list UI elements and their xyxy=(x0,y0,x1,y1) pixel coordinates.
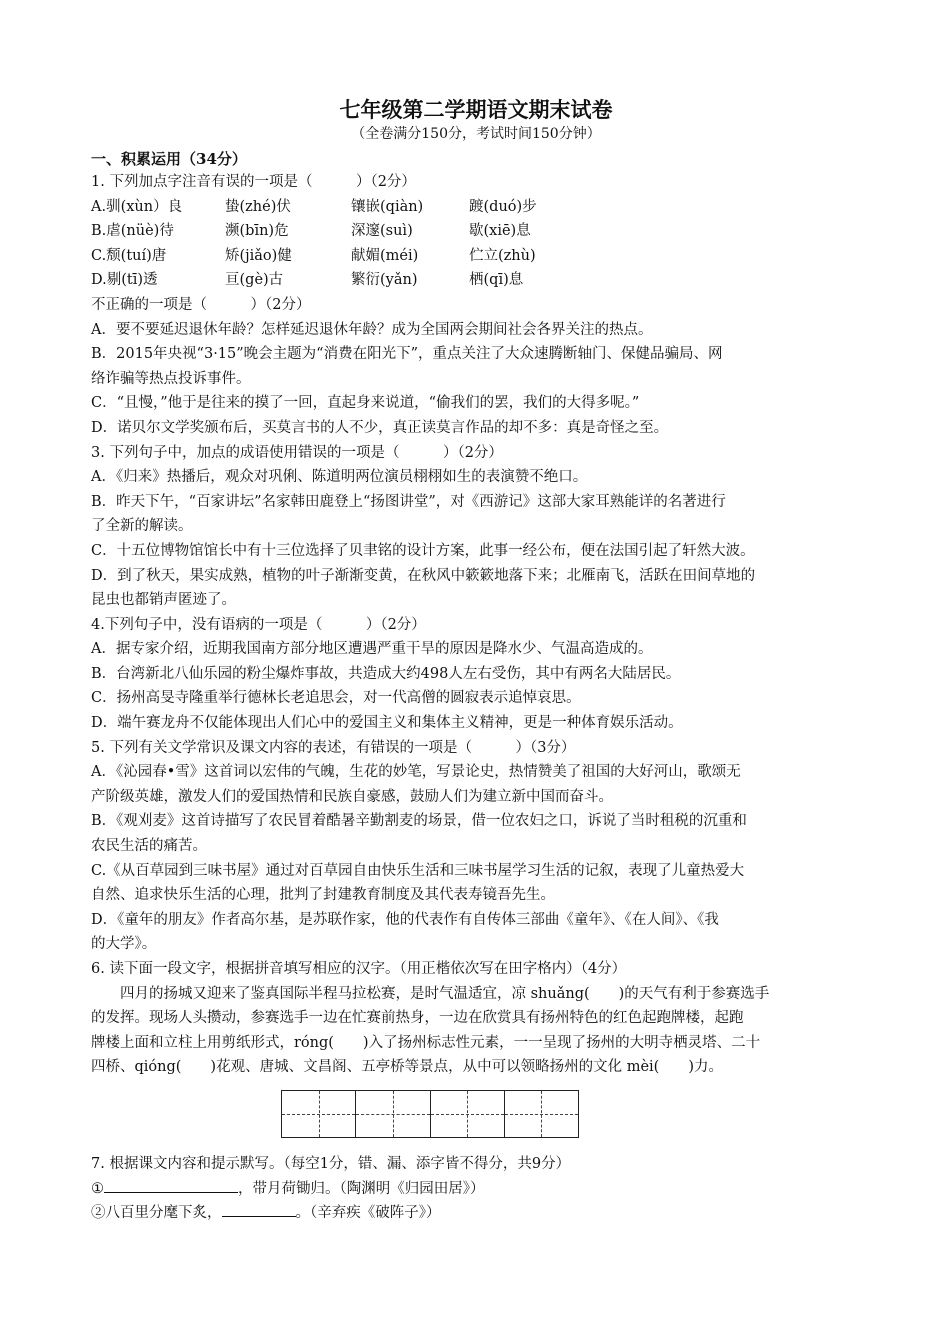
answer-blank[interactable] xyxy=(222,1202,296,1217)
option-word: 濒(bīn)危 xyxy=(225,223,289,240)
item-text: 。（辛弃疾《破阵子》） xyxy=(295,1205,441,1222)
question-7-stem: 7. 根据课文内容和提示默写。（每空1分，错、漏、添字皆不得分，共9分） xyxy=(91,1156,571,1172)
question-1-stem: 1. 下列加点字注音有误的一项是（ ）（2分） xyxy=(91,174,416,190)
item-text: ②八百里分麾下炙， xyxy=(91,1205,222,1222)
option-word: 栖(qī)息 xyxy=(469,272,524,289)
question-3-option-d: D．到了秋天，果实成熟，植物的叶子渐渐变黄，在秋风中簌簌地落下来；北雁南飞，活跃在田间草地的 xyxy=(91,567,756,584)
question-6-stem: 6. 读下面一段文字，根据拼音填写相应的汉字。（用正楷依次写在田字格内）（4分） xyxy=(91,961,627,977)
question-2-option-d: D．诺贝尔文学奖颁布后，买莫言书的人不少，真正读莫言作品的却不多：真是奇怪之至。 xyxy=(91,419,669,436)
question-1-option-b xyxy=(91,219,861,244)
question-2-stem: 不正确的一项是（ ）（2分） xyxy=(91,296,311,313)
question-3-option-c: C．十五位博物馆馆长中有十三位选择了贝聿铭的设计方案，此事一经公布，便在法国引起了轩然大波。 xyxy=(91,542,755,559)
tianzige-cell[interactable] xyxy=(282,1091,356,1137)
question-1-option-c xyxy=(91,244,861,269)
question-3-option-b: B．昨天下午，“百家讲坛”名家韩田鹿登上“扬图讲堂”，对《西游记》这部大家耳熟能详的名著进行 xyxy=(91,493,726,510)
question-1-option-a xyxy=(91,195,861,220)
question-7-block xyxy=(91,1152,861,1226)
tianzige-writing-grid[interactable] xyxy=(281,1090,579,1138)
option-word: 献媚(méi) xyxy=(351,247,419,264)
question-2-option-b: B．2015年央视“3·15”晚会主题为“消费在阳光下”，重点关注了大众速腾断轴门、保健品骗局、网 xyxy=(91,346,723,363)
question-5-stem: 5. 下列有关文学常识及课文内容的表述，有错误的一项是（ ）（3分） xyxy=(91,739,576,756)
tianzige-cell[interactable] xyxy=(505,1091,578,1137)
question-4-option-a: A．据专家介绍，近期我国南方部分地区遭遇严重干旱的原因是降水少、气温高造成的。 xyxy=(91,641,653,658)
exam-page xyxy=(91,96,861,1080)
option-word: 镶嵌(qiàn) xyxy=(351,198,424,215)
question-3-stem: 3. 下列句子中，加点的成语使用错误的一项是（ ）（2分） xyxy=(91,444,503,461)
question-6-passage-cont: 的发挥。现场人头攒动，参赛选手一边在忙赛前热身，一边在欣赏具有扬州特色的红色起跑牌楼，起跑 xyxy=(91,1010,744,1027)
question-5-option-b: B．《观刈麦》这首诗描写了农民冒着酷暑辛勤割麦的场景，借一位农妇之口，诉说了当时租税的沉重和 xyxy=(91,813,747,830)
option-word: 歇(xiē)息 xyxy=(469,223,531,240)
option-word: 伫立(zhù) xyxy=(469,247,536,264)
question-5-option-b-cont: 农民生活的痛苦。 xyxy=(91,838,207,855)
question-1-option-d xyxy=(91,268,861,293)
item-marker: ① xyxy=(91,1180,104,1197)
question-6-passage: 四月的扬城又迎来了鉴真国际半程马拉松赛，是时气温适宜，凉 shuǎng( )的天气有利于参赛选手 xyxy=(120,985,770,1002)
question-3-option-a: A．《归来》热播后，观众对巩俐、陈道明两位演员栩栩如生的表演赞不绝口。 xyxy=(91,469,588,486)
question-7-item-1 xyxy=(91,1177,861,1202)
question-5-option-c-cont: 自然、追求快乐生活的心理，批判了封建教育制度及其代表寿镜吾先生。 xyxy=(91,887,555,904)
option-word: D.剔(tī)透 xyxy=(91,272,158,289)
question-5-option-a: A．《沁园春•雪》这首词以宏伟的气魄，生花的妙笔，写景论史，热情赞美了祖国的大好河山，歌颂无 xyxy=(91,764,741,781)
option-word: 蛰(zhé)伏 xyxy=(225,198,291,215)
tianzige-cell[interactable] xyxy=(356,1091,430,1137)
question-5-option-d: D．《童年的朋友》作者高尔基，是苏联作家，他的代表作有自传体三部曲《童年》、《在人间》、《我 xyxy=(91,911,719,928)
option-word: B.虐(nüè)待 xyxy=(91,223,174,240)
question-2-option-a: A．要不要延迟退休年龄？怎样延迟退休年龄？成为全国两会期间社会各界关注的热点。 xyxy=(91,321,653,338)
question-4-option-d: D．端午赛龙舟不仅能体现出人们心中的爱国主义和集体主义精神，更是一种体育娱乐活动。 xyxy=(91,715,683,732)
page-title: 七年级第二学期语文期末试卷 xyxy=(339,97,613,122)
option-word: 亘(gè)古 xyxy=(225,272,284,289)
question-6-passage-cont: 牌楼上面和立柱上用剪纸形式，róng( )入了扬州标志性元素，一一呈现了扬州的大明寺栖灵塔、二十 xyxy=(91,1034,761,1051)
question-4-option-b: B．台湾新北八仙乐园的粉尘爆炸事故，共造成大约498人左右受伤，其中有两名大陆居民。 xyxy=(91,665,681,682)
option-word: C.颓(tuí)唐 xyxy=(91,247,167,264)
tianzige-cell[interactable] xyxy=(431,1091,505,1137)
question-6-passage-cont: 四桥、qióng( )花观、唐城、文昌阁、五亭桥等景点，从中可以领略扬州的文化 mèi( )力。 xyxy=(91,1059,723,1076)
question-2-option-b-cont: 络诈骗等热点投诉事件。 xyxy=(91,370,251,387)
question-5-option-a-cont: 产阶级英雄，激发人们的爱国热情和民族自豪感，鼓励人们为建立新中国而奋斗。 xyxy=(91,788,613,805)
question-3-option-b-cont: 了全新的解读。 xyxy=(91,518,193,535)
question-3-option-d-cont: 昆虫也都销声匿迹了。 xyxy=(91,592,236,609)
option-word: 深邃(suì) xyxy=(351,223,413,240)
option-word: 繁衍(yǎn) xyxy=(351,272,418,289)
question-2-option-c: C．“且慢，”他于是往来的摸了一回，直起身来说道，“偷我们的罢，我们的大得多呢。” xyxy=(91,395,640,412)
question-5-option-d-cont: 的大学》。 xyxy=(91,936,157,953)
question-4-stem: 4.下列句子中，没有语病的一项是（ ）（2分） xyxy=(91,616,426,633)
section-heading: 一、积累运用（34分） xyxy=(91,150,247,168)
page-subtitle: （全卷满分150分，考试时间150分钟） xyxy=(351,126,601,142)
option-word: 踱(duó)步 xyxy=(469,198,537,215)
question-4-option-c: C．扬州高旻寺隆重举行德林长老追思会，对一代高僧的圆寂表示追悼哀思。 xyxy=(91,690,581,707)
option-word: 矫(jiǎo)健 xyxy=(225,247,292,264)
item-text: ，带月荷锄归。（陶渊明《归园田居》） xyxy=(238,1180,485,1197)
question-5-option-c: C.《从百草园到三味书屋》通过对百草园自由快乐生活和三味书屋学习生活的记叙，表现了儿童热爱大 xyxy=(91,862,745,879)
question-7-item-2 xyxy=(91,1201,861,1226)
option-word: A.驯(xùn）良 xyxy=(91,198,183,215)
answer-blank[interactable] xyxy=(104,1178,238,1193)
